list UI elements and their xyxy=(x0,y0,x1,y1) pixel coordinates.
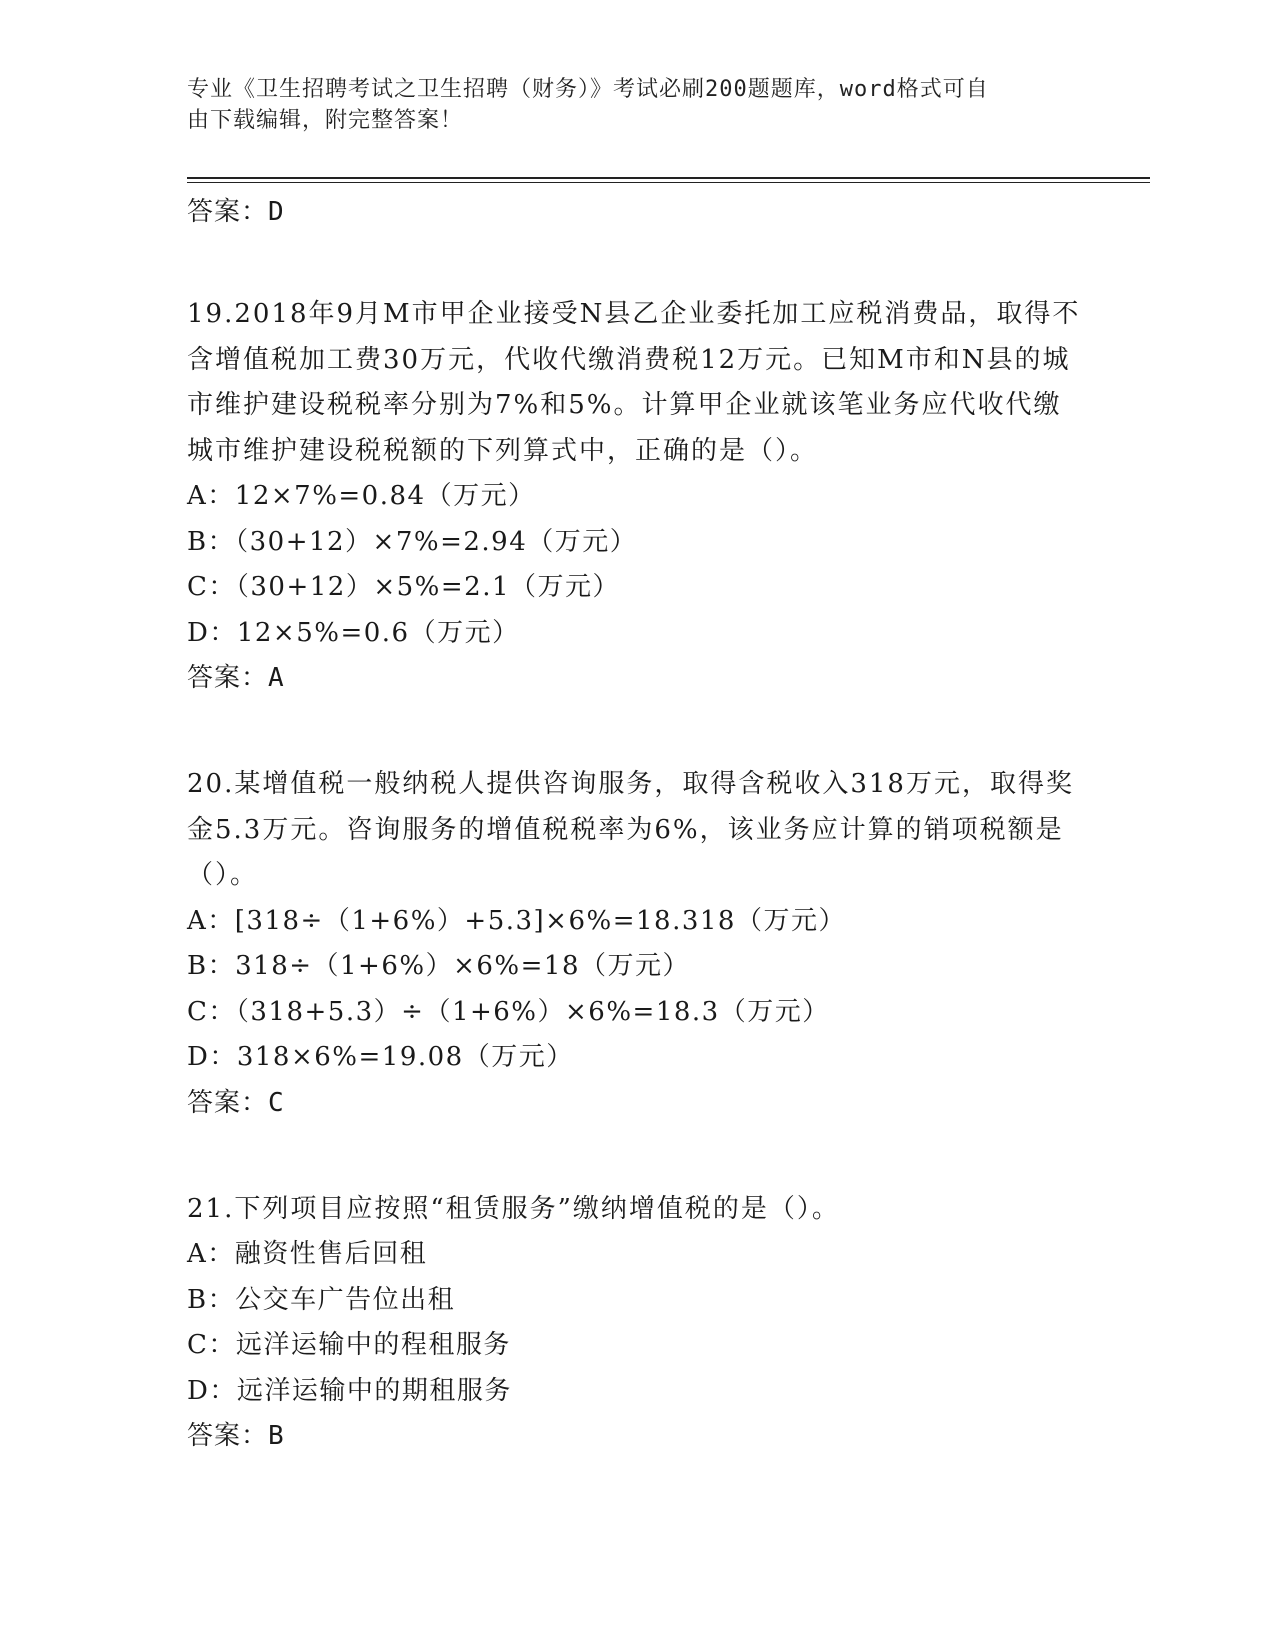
question-stem: 19.2018年9月M市甲企业接受N县乙企业委托加工应税消费品，取得不含增值税加工费30万元，代收代缴消费税12万元。已知M市和N县的城市维护建设税税率分别为7%和5%。计算甲企业就该笔业务应代收代缴城市维护建设税税额的下列算式中，正确的是（）。 xyxy=(187,299,1081,466)
option-c: C：远洋运输中的程租服务 xyxy=(187,1330,511,1360)
question-stem: 20.某增值税一般纳税人提供咨询服务，取得含税收入318万元，取得奖金5.3万元。咨询服务的增值税税率为6%，该业务应计算的销项税额是（）。 xyxy=(187,769,1074,890)
option-a: A：[318÷（1+6%）+5.3]×6%=18.318（万元） xyxy=(187,905,846,936)
spacer xyxy=(187,234,1087,292)
question-20 xyxy=(187,762,1087,1125)
question-stem: 21.下列项目应按照“租赁服务”缴纳增值税的是（）。 xyxy=(187,1193,840,1224)
option-a: A：融资性售后回租 xyxy=(187,1239,428,1269)
answer-line: 答案：A xyxy=(187,663,285,693)
header-line-2: 由下载编辑，附完整答案！ xyxy=(187,108,464,133)
option-b: B：公交车广告位出租 xyxy=(187,1284,456,1315)
answer-line: 答案：C xyxy=(187,1087,285,1118)
question-list xyxy=(187,190,1087,1458)
option-b: B：318÷（1+6%）×6%=18（万元） xyxy=(187,951,690,981)
document-header xyxy=(187,74,1067,136)
option-d: D：318×6%=19.08（万元） xyxy=(187,1042,574,1072)
spacer xyxy=(187,700,1087,762)
question-19 xyxy=(187,292,1087,700)
header-divider-thin xyxy=(187,182,1150,183)
answer-line: 答案：B xyxy=(187,1421,285,1451)
option-c: C：（318+5.3）÷（1+6%）×6%=18.3（万元） xyxy=(187,996,830,1027)
option-d: D：远洋运输中的期租服务 xyxy=(187,1375,512,1406)
option-a: A：12×7%=0.84（万元） xyxy=(187,481,536,511)
question-21 xyxy=(187,1187,1087,1459)
header-divider-thick xyxy=(187,177,1150,179)
option-b: B：（30+12）×7%=2.94（万元） xyxy=(187,526,638,557)
previous-answer: 答案：D xyxy=(187,197,285,227)
spacer xyxy=(187,1125,1087,1187)
option-c: C：（30+12）×5%=2.1（万元） xyxy=(187,572,621,602)
header-line-1: 专业《卫生招聘考试之卫生招聘（财务）》考试必刷200题题库，word格式可自 xyxy=(187,77,989,102)
option-d: D：12×5%=0.6（万元） xyxy=(187,617,520,648)
